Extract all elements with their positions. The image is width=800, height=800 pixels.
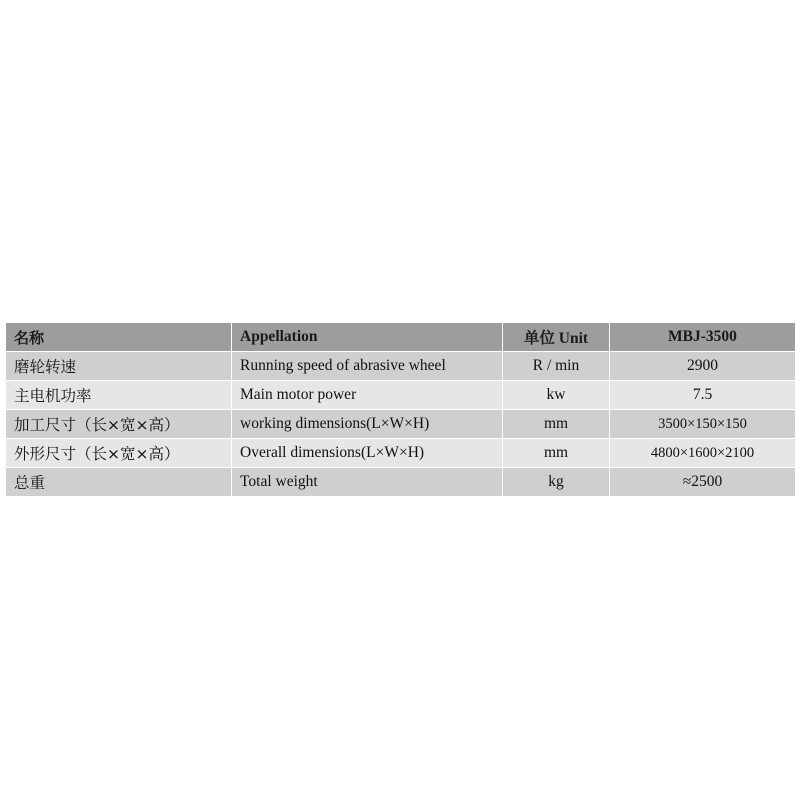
row-unit: mm — [503, 410, 610, 439]
specification-table — [5, 322, 796, 497]
row-name-cn: 磨轮转速 — [6, 352, 232, 381]
row-name-cn: 外形尺寸（长×宽×高） — [6, 439, 232, 468]
row-value: 7.5 — [610, 381, 796, 410]
specification-table-container — [5, 322, 795, 497]
row-unit: kw — [503, 381, 610, 410]
header-unit: 单位 Unit — [503, 323, 610, 352]
row-unit: R / min — [503, 352, 610, 381]
table-row — [6, 381, 796, 410]
table-row — [6, 439, 796, 468]
row-unit: kg — [503, 468, 610, 497]
row-appellation: Overall dimensions(L×W×H) — [232, 439, 503, 468]
table-row — [6, 410, 796, 439]
row-name-cn: 加工尺寸（长×宽×高） — [6, 410, 232, 439]
row-value: 2900 — [610, 352, 796, 381]
row-appellation: Main motor power — [232, 381, 503, 410]
row-value: 3500×150×150 — [610, 410, 796, 439]
row-name-cn: 总重 — [6, 468, 232, 497]
row-value: ≈2500 — [610, 468, 796, 497]
header-appellation: Appellation — [232, 323, 503, 352]
row-value: 4800×1600×2100 — [610, 439, 796, 468]
row-appellation: Total weight — [232, 468, 503, 497]
row-appellation: Running speed of abrasive wheel — [232, 352, 503, 381]
row-unit: mm — [503, 439, 610, 468]
header-name-cn: 名称 — [6, 323, 232, 352]
table-row — [6, 468, 796, 497]
table-header-row — [6, 323, 796, 352]
header-model: MBJ-3500 — [610, 323, 796, 352]
row-appellation: working dimensions(L×W×H) — [232, 410, 503, 439]
table-row — [6, 352, 796, 381]
row-name-cn: 主电机功率 — [6, 381, 232, 410]
